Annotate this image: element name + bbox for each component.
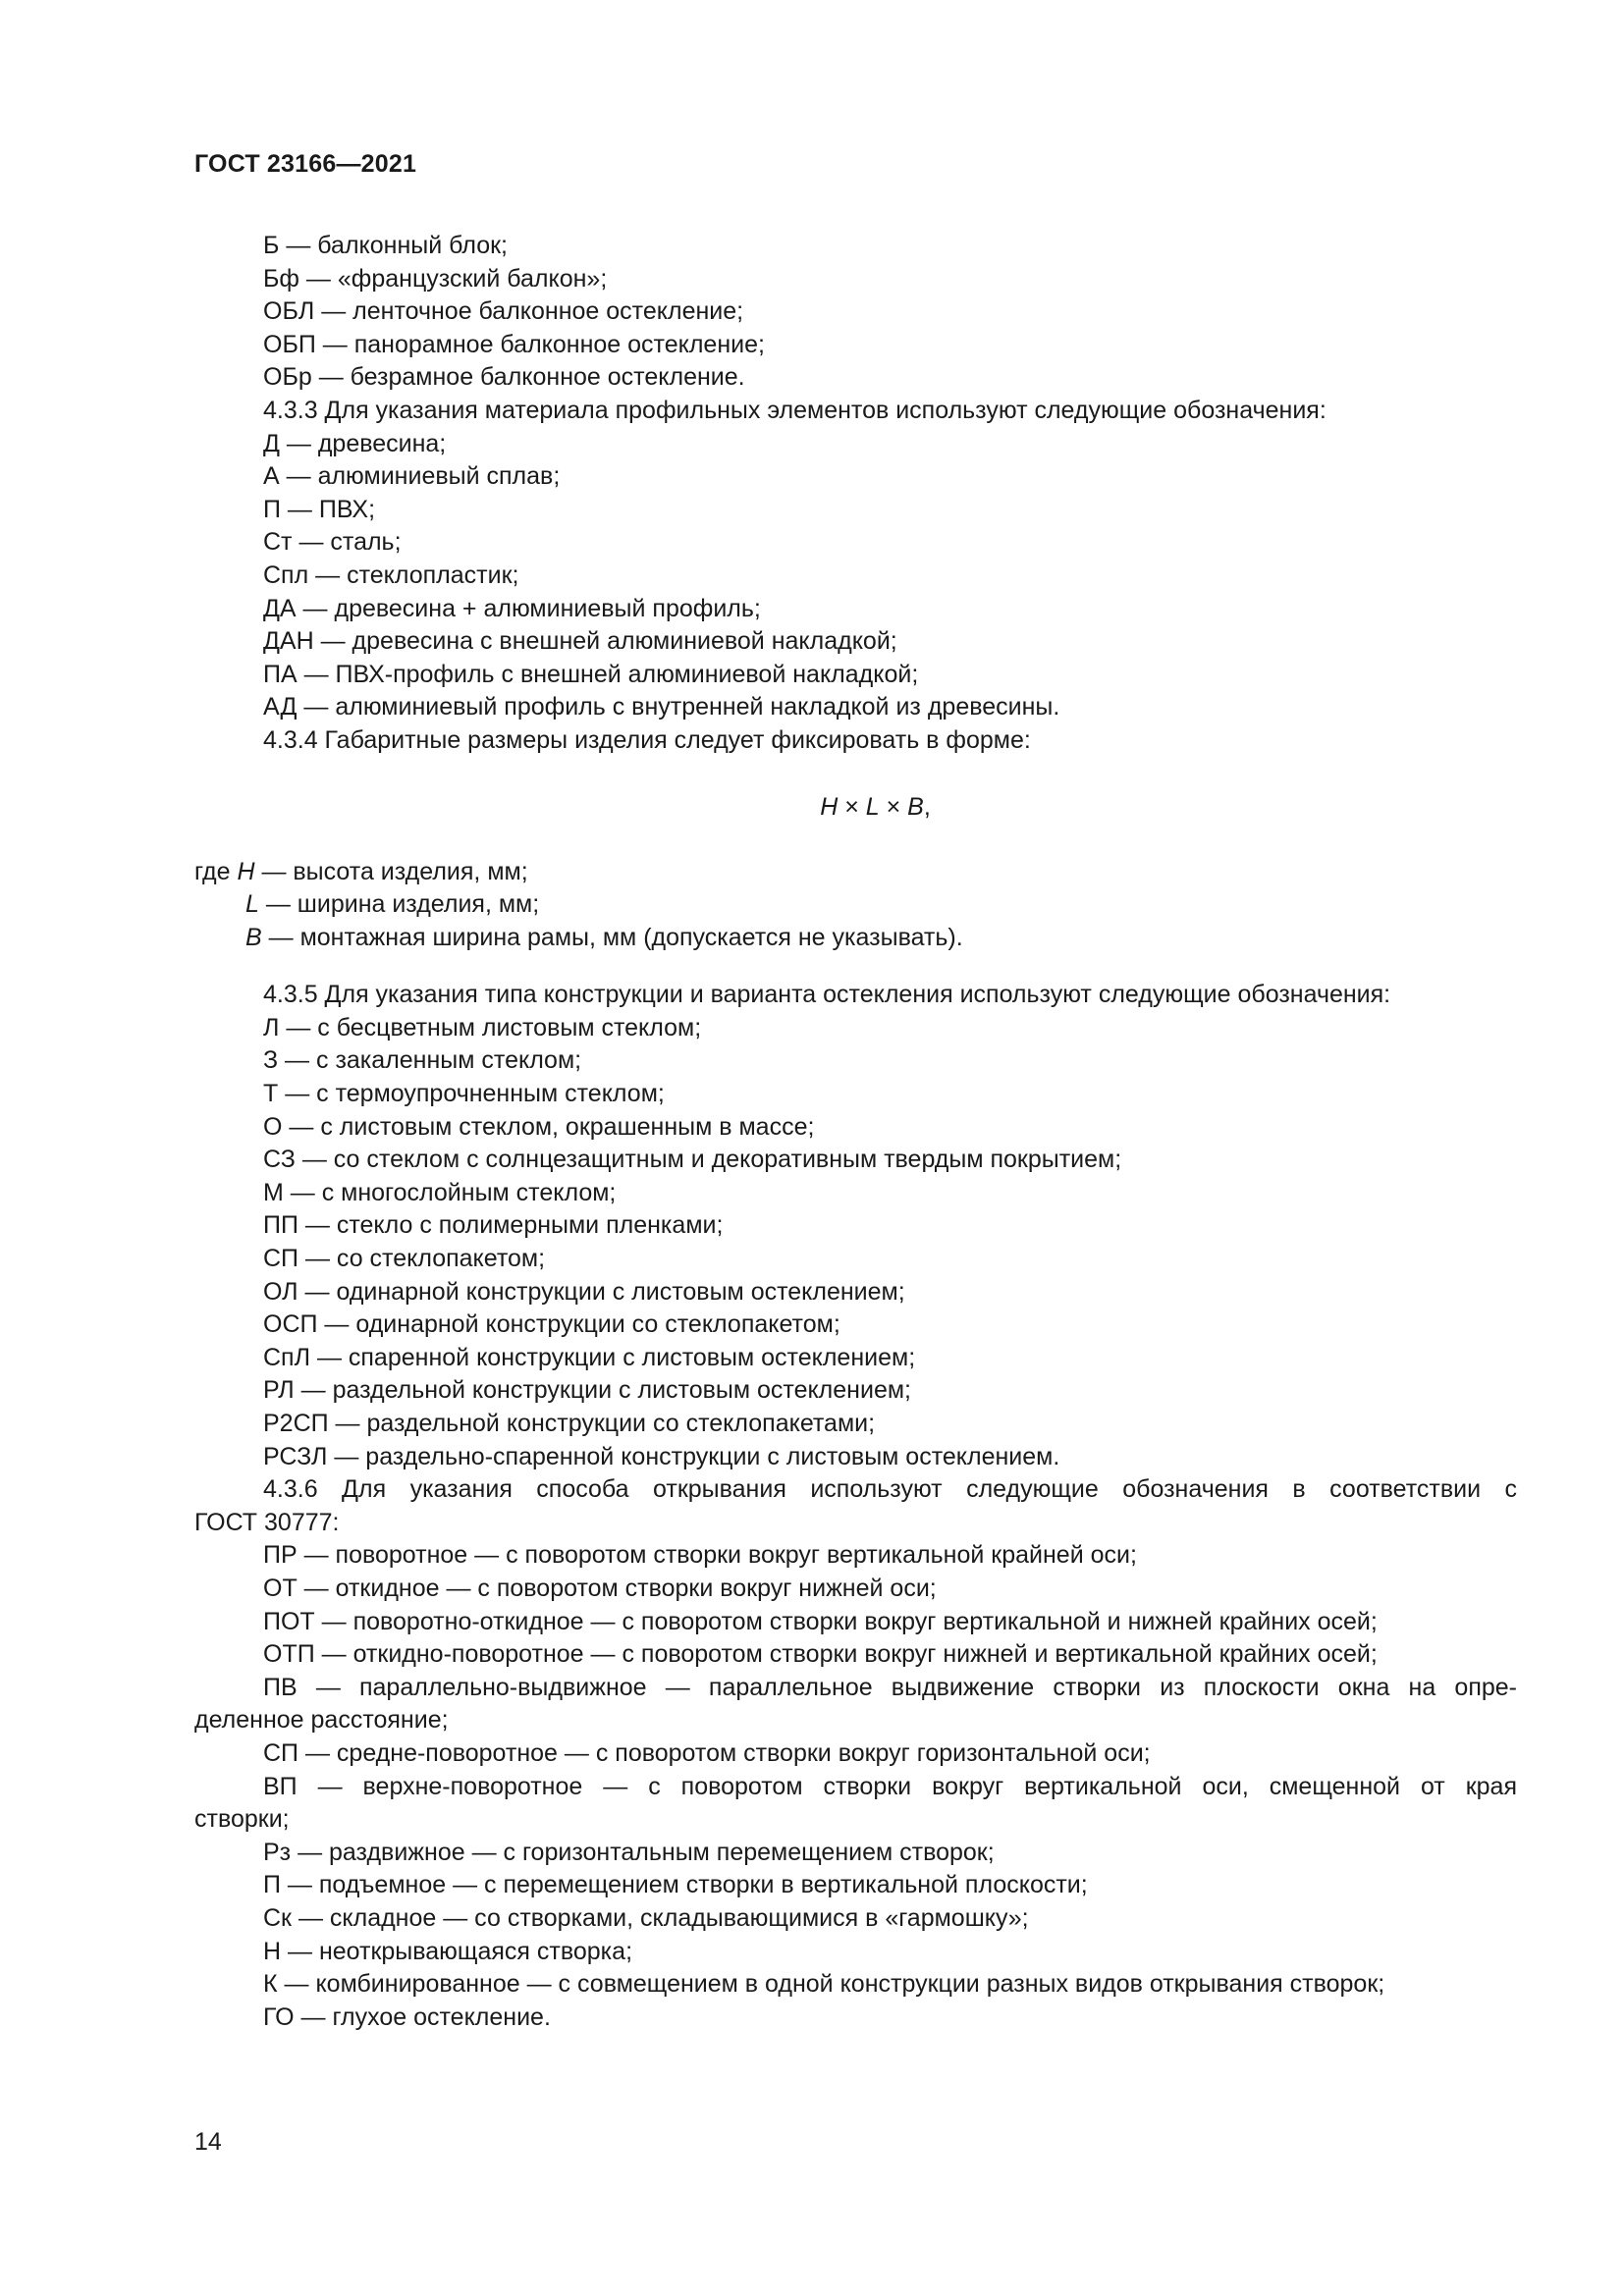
formula-times: × xyxy=(879,792,908,821)
legend-line-l xyxy=(194,888,1517,922)
text-line: ОЛ — одинарной конструкции с листовым остеклением; xyxy=(263,1277,905,1306)
text-line: ВП — верхне-поворотное — с поворотом створки вокруг вертикальной оси, смещенной от края xyxy=(263,1772,1517,1800)
formula-legend xyxy=(194,856,1517,955)
legend-line-h xyxy=(194,856,1517,889)
text-line-continuation: створки; xyxy=(194,1805,290,1834)
text-line: Р2СП — раздельной конструкции со стеклопакетами; xyxy=(263,1410,876,1437)
legend-line-b xyxy=(194,922,1517,955)
text-line: ПА — ПВХ-профиль с внешней алюминиевой накладкой; xyxy=(263,660,919,688)
clause-4-3-5: 4.3.5 Для указания типа конструкции и варианта остекления используют следующие обозначения: xyxy=(263,981,1391,1009)
legend-text: — монтажная ширина рамы, мм (допускается не указывать). xyxy=(261,923,963,951)
text-line: Ск — складное — со створками, складывающимися в «гармошку»; xyxy=(263,1903,1029,1932)
text-line: М — с многослойным стеклом; xyxy=(263,1178,617,1206)
text-line: Рз — раздвижное — с горизонтальным перемещением створок; xyxy=(263,1838,995,1866)
clause-4-3-6: 4.3.6 Для указания способа открывания используют следующие обозначения в соответствии с xyxy=(263,1475,1517,1504)
page-number: 14 xyxy=(194,2128,222,2156)
text-line: Бф — «французский балкон»; xyxy=(263,264,608,293)
designations-block-opening xyxy=(194,1473,1517,2034)
text-line: З — с закаленным стеклом; xyxy=(263,1046,582,1075)
formula-times: × xyxy=(838,792,866,821)
legend-symbol: B xyxy=(245,923,262,951)
dimension-formula xyxy=(194,758,1517,856)
text-line: Л — с бесцветным листовым стеклом; xyxy=(263,1013,702,1041)
text-line: О — с листовым стеклом, окрашенным в массе; xyxy=(263,1112,815,1141)
text-line: Спл — стеклопластик; xyxy=(263,561,519,589)
text-line: ОБП — панорамное балконное остекление; xyxy=(263,330,765,358)
text-line: ОТП — откидно-поворотное — с поворотом створки вокруг нижней и вертикальной крайних осей; xyxy=(263,1640,1378,1669)
text-line: АД — алюминиевый профиль с внутренней накладкой из древесины. xyxy=(263,693,1060,721)
text-line: ГО — глухое остекление. xyxy=(263,2002,551,2031)
legend-symbol: H xyxy=(237,857,255,885)
text-line: А — алюминиевый сплав; xyxy=(263,462,561,491)
text-line: ПОТ — поворотно-откидное — с поворотом створки вокруг вертикальной и нижней крайних осей; xyxy=(263,1607,1378,1635)
legend-text: — ширина изделия, мм; xyxy=(258,890,540,919)
text-line: Н — неоткрывающаяся створка; xyxy=(263,1937,633,1965)
text-line: К — комбинированное — с совмещением в одной конструкции разных видов открывания створок; xyxy=(263,1970,1385,1999)
text-line: Д — древесина; xyxy=(263,429,447,457)
text-line: Ст — сталь; xyxy=(263,528,402,557)
text-line: ПВ — параллельно-выдвижное — параллельное выдвижение створки из плоскости окна на опре- xyxy=(263,1673,1517,1701)
text-line: П — ПВХ; xyxy=(263,495,376,523)
formula-l: L xyxy=(865,792,880,821)
legend-symbol: L xyxy=(245,890,259,919)
text-line: СП — средне-поворотное — с поворотом створки вокруг горизонтальной оси; xyxy=(263,1738,1151,1767)
formula-h: H xyxy=(820,792,839,821)
clause-4-3-4: 4.3.4 Габаритные размеры изделия следует фиксировать в форме: xyxy=(263,725,1031,754)
text-line: Т — с термоупрочненным стеклом; xyxy=(263,1080,665,1108)
text-line: П — подъемное — с перемещением створки в вертикальной плоскости; xyxy=(263,1871,1088,1899)
text-line: ОБр — безрамное балконное остекление. xyxy=(263,363,745,392)
text-line-continuation: ГОСТ 30777: xyxy=(194,1508,340,1536)
text-line: СпЛ — спаренной конструкции с листовым остеклением; xyxy=(263,1343,916,1371)
text-line: ОСП — одинарной конструкции со стеклопакетом; xyxy=(263,1310,840,1339)
clause-4-3-3: 4.3.3 Для указания материала профильных элементов используют следующие обозначения: xyxy=(263,396,1326,424)
text-line: ДА — древесина + алюминиевый профиль; xyxy=(263,594,761,622)
spacer xyxy=(194,954,1517,979)
text-line: ОТ — откидное — с поворотом створки вокруг нижней оси; xyxy=(263,1574,937,1602)
text-line: РСЗЛ — раздельно-спаренной конструкции с листовым остеклением. xyxy=(263,1442,1060,1470)
legend-text: — высота изделия, мм; xyxy=(254,857,528,885)
text-line: РЛ — раздельной конструкции с листовым остеклением; xyxy=(263,1376,911,1405)
text-line: СЗ — со стеклом с солнцезащитным и декоративным твердым покрытием; xyxy=(263,1146,1122,1174)
text-line-continuation: деленное расстояние; xyxy=(194,1706,449,1735)
text-line: ПП — стекло с полимерными пленками; xyxy=(263,1211,724,1240)
text-line: СП — со стеклопакетом; xyxy=(263,1245,546,1273)
designations-block-balcony-material xyxy=(194,230,1517,758)
text-line: ПР — поворотное — с поворотом створки вокруг вертикальной крайней оси; xyxy=(263,1541,1137,1570)
formula-b: B xyxy=(907,792,924,821)
text-line: Б — балконный блок; xyxy=(263,232,508,259)
designations-block-construction xyxy=(194,979,1517,1473)
text-line: ДАН — древесина с внешней алюминиевой накладкой; xyxy=(263,627,897,656)
document-header: ГОСТ 23166—2021 xyxy=(194,150,417,178)
legend-where-prefix: где xyxy=(194,857,238,885)
text-line: ОБЛ — ленточное балконное остекление; xyxy=(263,297,744,326)
document-body xyxy=(194,230,1517,2034)
formula-comma: , xyxy=(923,792,931,821)
